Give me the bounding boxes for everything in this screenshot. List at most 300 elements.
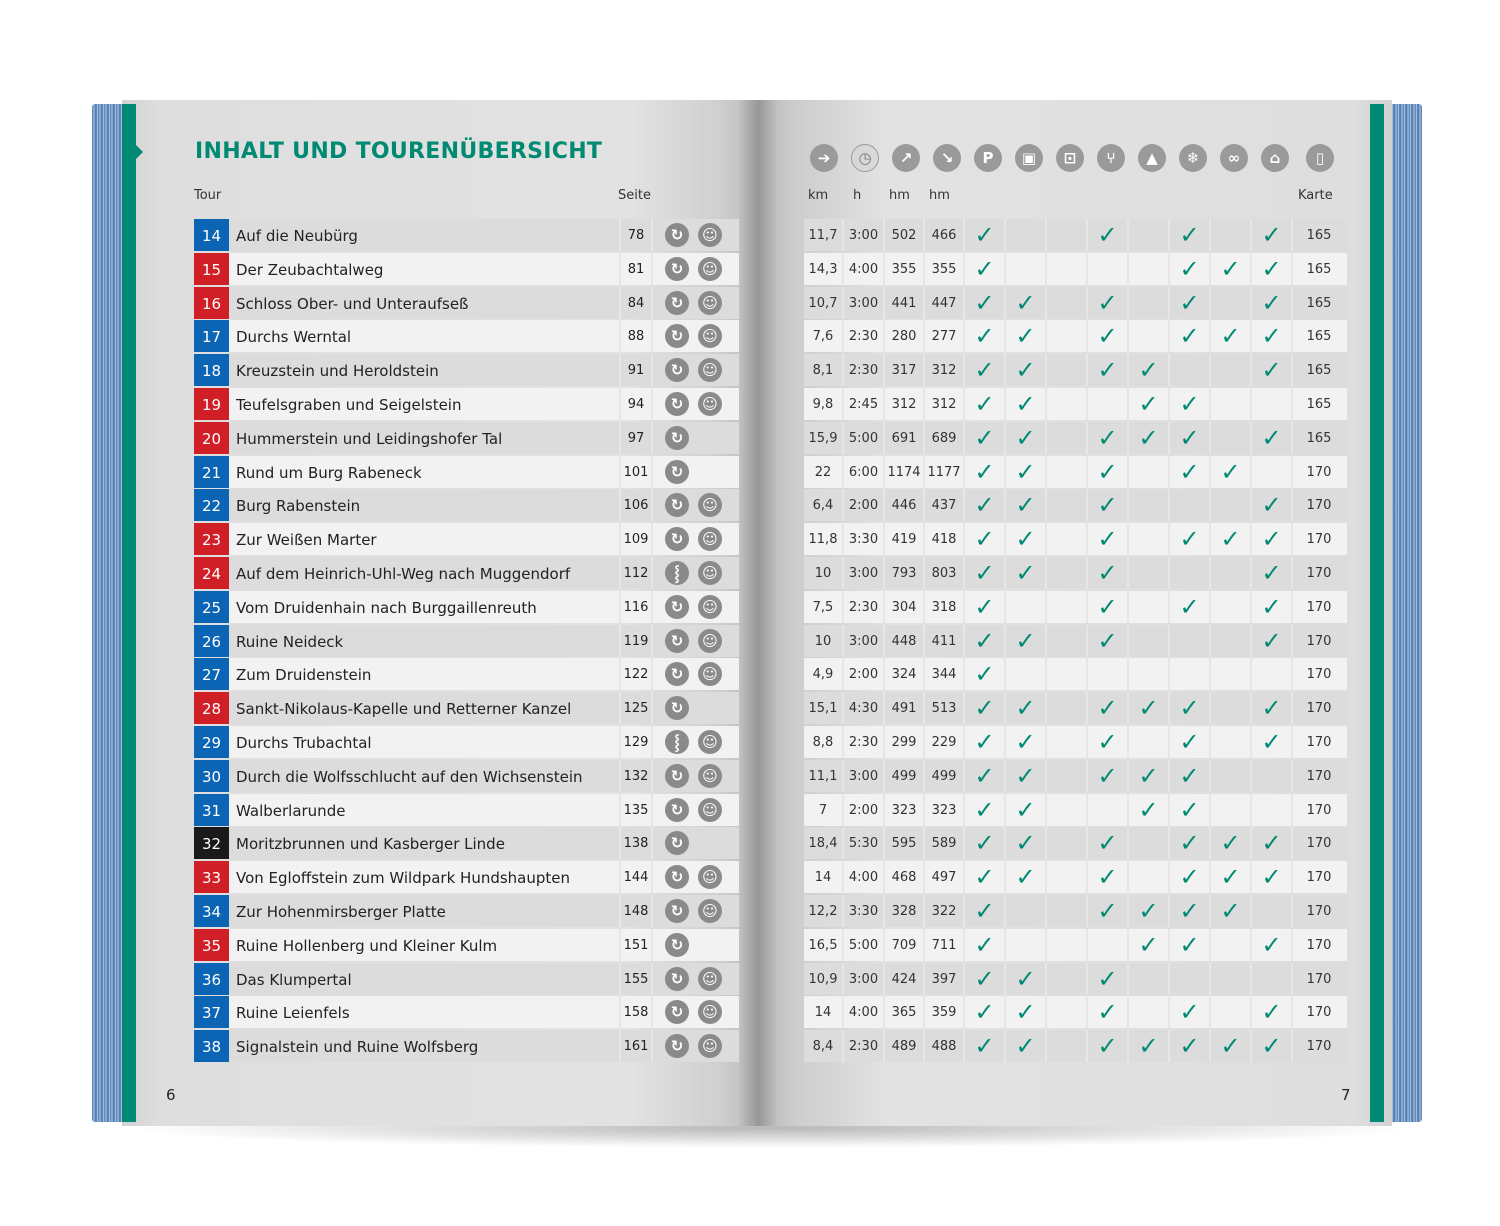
feature-check: ✓ (1088, 996, 1129, 1028)
tour-number: 28 (194, 692, 229, 724)
page-title: INHALT UND TOURENÜBERSICHT (195, 139, 603, 164)
tour-page: 78 (619, 219, 653, 251)
feature-check (1129, 861, 1170, 893)
tour-stats-row (804, 287, 1347, 319)
accommodation-icon: ⌂ (1261, 144, 1289, 172)
tour-page: 116 (619, 591, 653, 623)
tour-row (194, 963, 739, 995)
feature-check (1211, 794, 1252, 826)
signpost-icon: ➔ (810, 144, 838, 172)
feature-check: ✓ (1006, 760, 1047, 792)
tour-stats-row (804, 692, 1347, 724)
feature-check (1129, 726, 1170, 758)
tour-stats-row (804, 625, 1347, 657)
feature-check (1170, 354, 1211, 386)
tour-ascent: 324 (885, 658, 925, 690)
tour-map-page: 165 (1306, 363, 1332, 379)
tour-row (194, 692, 739, 724)
feature-check: ✓ (965, 827, 1006, 859)
feature-check (1211, 963, 1252, 995)
tour-row (194, 625, 739, 657)
tour-km: 11,7 (804, 219, 844, 251)
feature-check (1211, 692, 1252, 724)
tour-number: 22 (194, 489, 229, 521)
feature-check: ✓ (1170, 287, 1211, 319)
feature-check (1047, 523, 1088, 555)
feature-check (1211, 388, 1252, 420)
tour-ascent: 499 (885, 760, 925, 792)
family-friendly-icon: ☺ (698, 1000, 722, 1024)
circular-route-icon: ↻ (665, 392, 689, 416)
circular-route-icon: ↻ (665, 257, 689, 281)
circular-route-icon: ↻ (665, 291, 689, 315)
tour-row (194, 456, 739, 488)
tour-km: 14 (804, 861, 844, 893)
tour-km: 4,9 (804, 658, 844, 690)
feature-check: ✓ (1006, 692, 1047, 724)
tour-number: 23 (194, 523, 229, 555)
feature-check: ✓ (1252, 523, 1293, 555)
feature-check: ✓ (1170, 760, 1211, 792)
tour-ascent: 441 (885, 287, 925, 319)
circular-route-icon: ↻ (665, 1000, 689, 1024)
feature-check: ✓ (1170, 861, 1211, 893)
feature-check: ✓ (1088, 1030, 1129, 1062)
family-friendly-icon: ☺ (698, 629, 722, 653)
feature-check: ✓ (1129, 388, 1170, 420)
circular-route-icon: ↻ (665, 865, 689, 889)
feature-check (1047, 287, 1088, 319)
tour-page: 109 (619, 523, 653, 555)
tour-duration: 6:00 (844, 456, 885, 488)
tour-name: Ruine Neideck (236, 632, 344, 651)
circular-route-icon: ↻ (665, 223, 689, 247)
feature-check: ✓ (965, 354, 1006, 386)
feature-check: ✓ (1252, 1030, 1293, 1062)
feature-check: ✓ (1211, 895, 1252, 927)
tour-name: Vom Druidenhain nach Burggaillenreuth (236, 598, 537, 617)
feature-check: ✓ (965, 320, 1006, 352)
tour-ascent: 312 (885, 388, 925, 420)
feature-check: ✓ (1170, 726, 1211, 758)
feature-check (1047, 253, 1088, 285)
tour-number: 36 (194, 963, 229, 995)
feature-check (1211, 489, 1252, 521)
tour-descent: 312 (925, 388, 965, 420)
feature-check: ✓ (1170, 523, 1211, 555)
feature-check (1047, 456, 1088, 488)
tour-descent: 318 (925, 591, 965, 623)
feature-check (1047, 591, 1088, 623)
feature-check: ✓ (965, 658, 1006, 690)
tour-ascent: 793 (885, 557, 925, 589)
circular-route-icon: ↻ (665, 595, 689, 619)
feature-check (1211, 422, 1252, 454)
tour-km: 16,5 (804, 929, 844, 961)
tour-km: 22 (804, 456, 844, 488)
feature-check: ✓ (965, 861, 1006, 893)
family-friendly-icon: ☺ (698, 595, 722, 619)
tour-stats-row (804, 861, 1347, 893)
header-tour: Tour (194, 188, 222, 203)
feature-check: ✓ (965, 692, 1006, 724)
feature-check: ✓ (1170, 591, 1211, 623)
feature-check: ✓ (1006, 794, 1047, 826)
feature-check: ✓ (1006, 422, 1047, 454)
tour-page: 138 (619, 827, 653, 859)
tour-km: 6,4 (804, 489, 844, 521)
tour-map-page: 170 (1306, 971, 1332, 987)
feature-check: ✓ (1129, 354, 1170, 386)
feature-check: ✓ (1170, 692, 1211, 724)
feature-check: ✓ (1211, 456, 1252, 488)
tour-row (194, 726, 739, 758)
feature-check: ✓ (1088, 320, 1129, 352)
tour-ascent: 280 (885, 320, 925, 352)
circular-route-icon: ↻ (665, 933, 689, 957)
tour-ascent: 446 (885, 489, 925, 521)
family-friendly-icon: ☺ (698, 899, 722, 923)
tour-descent: 711 (925, 929, 965, 961)
tour-km: 14,3 (804, 253, 844, 285)
feature-check: ✓ (1088, 422, 1129, 454)
circular-route-icon: ↻ (665, 798, 689, 822)
feature-check: ✓ (1006, 354, 1047, 386)
tour-row (194, 760, 739, 792)
tour-km: 11,1 (804, 760, 844, 792)
tour-ascent: 595 (885, 827, 925, 859)
tour-descent: 513 (925, 692, 965, 724)
tour-descent: 447 (925, 287, 965, 319)
tour-stats-row (804, 827, 1347, 859)
feature-check (1088, 388, 1129, 420)
tour-ascent: 491 (885, 692, 925, 724)
tour-map-page: 170 (1306, 870, 1332, 886)
tour-name: Ruine Leienfels (236, 1004, 350, 1023)
tour-row (194, 895, 739, 927)
feature-check: ✓ (1252, 726, 1293, 758)
tour-stats-row (804, 354, 1347, 386)
page-number-right: 7 (1341, 1086, 1351, 1104)
tour-page: 97 (619, 422, 653, 454)
feature-check: ✓ (1170, 895, 1211, 927)
tour-number: 37 (194, 996, 229, 1028)
tour-stats-row (804, 219, 1347, 251)
feature-check (1006, 591, 1047, 623)
feature-check (1047, 827, 1088, 859)
feature-check (1047, 895, 1088, 927)
feature-check: ✓ (1129, 422, 1170, 454)
tour-stats-row (804, 591, 1347, 623)
header-h: h (853, 188, 862, 203)
tour-number: 38 (194, 1030, 229, 1062)
circular-route-icon: ↻ (665, 1034, 689, 1058)
tour-row (194, 658, 739, 690)
feature-check (1252, 388, 1293, 420)
tour-stats-row (804, 794, 1347, 826)
feature-check (1211, 929, 1252, 961)
tour-map-page: 170 (1306, 701, 1332, 717)
tour-duration: 5:00 (844, 422, 885, 454)
tour-name: Von Egloffstein zum Wildpark Hundshaupten (236, 869, 571, 888)
feature-check (1047, 557, 1088, 589)
feature-check: ✓ (1211, 861, 1252, 893)
tour-descent: 589 (925, 827, 965, 859)
tour-row (194, 287, 739, 319)
tour-km: 8,1 (804, 354, 844, 386)
tour-duration: 2:45 (844, 388, 885, 420)
feature-check (1129, 625, 1170, 657)
feature-check (1129, 320, 1170, 352)
tour-descent: 1177 (925, 456, 965, 488)
open-book (92, 100, 1422, 1126)
tour-map-page: 170 (1306, 903, 1332, 919)
feature-check (1252, 895, 1293, 927)
tour-name: Walberlarunde (236, 801, 346, 820)
tour-ascent: 709 (885, 929, 925, 961)
feature-check: ✓ (1170, 929, 1211, 961)
feature-check (1047, 489, 1088, 521)
tour-descent: 322 (925, 895, 965, 927)
feature-check: ✓ (1252, 287, 1293, 319)
tour-page: 158 (619, 996, 653, 1028)
feature-check: ✓ (965, 726, 1006, 758)
feature-check: ✓ (1129, 929, 1170, 961)
tour-name: Moritzbrunnen und Kasberger Linde (236, 835, 505, 854)
tour-number: 33 (194, 861, 229, 893)
green-margin-strip-left (122, 104, 136, 1122)
family-friendly-icon: ☺ (698, 662, 722, 686)
tour-duration: 2:30 (844, 726, 885, 758)
family-friendly-icon: ☺ (698, 798, 722, 822)
feature-check (1047, 658, 1088, 690)
feature-check (1047, 963, 1088, 995)
tour-map-page: 170 (1306, 768, 1332, 784)
feature-check (1252, 963, 1293, 995)
tour-number: 29 (194, 726, 229, 758)
family-friendly-icon: ☺ (698, 967, 722, 991)
tour-number: 20 (194, 422, 229, 454)
tour-km: 8,8 (804, 726, 844, 758)
feature-check (1047, 219, 1088, 251)
feature-check (1088, 929, 1129, 961)
header-km: km (808, 188, 829, 203)
feature-check: ✓ (965, 895, 1006, 927)
tour-map-page: 165 (1306, 261, 1332, 277)
restaurant-icon: ⑂ (1097, 144, 1125, 172)
feature-check: ✓ (1211, 253, 1252, 285)
feature-check (1006, 219, 1047, 251)
family-friendly-icon: ☺ (698, 392, 722, 416)
feature-check: ✓ (1088, 354, 1129, 386)
feature-check: ✓ (1252, 489, 1293, 521)
tour-map-page: 170 (1306, 1039, 1332, 1055)
feature-check (1129, 456, 1170, 488)
feature-check: ✓ (1088, 692, 1129, 724)
circular-route-icon: ↻ (665, 358, 689, 382)
feature-check: ✓ (1211, 523, 1252, 555)
tour-page: 88 (619, 320, 653, 352)
feature-check: ✓ (1170, 1030, 1211, 1062)
descent-icon: ↘ (933, 144, 961, 172)
tour-row (194, 320, 739, 352)
tour-row (194, 219, 739, 251)
feature-check (1047, 354, 1088, 386)
tour-duration: 2:30 (844, 1030, 885, 1062)
tour-ascent: 299 (885, 726, 925, 758)
tour-duration: 2:00 (844, 658, 885, 690)
feature-check: ✓ (965, 557, 1006, 589)
feature-check: ✓ (965, 422, 1006, 454)
tour-km: 15,1 (804, 692, 844, 724)
tour-km: 10,9 (804, 963, 844, 995)
tour-stats-row (804, 388, 1347, 420)
family-friendly-icon: ☺ (698, 1034, 722, 1058)
tour-row (194, 794, 739, 826)
tour-page: 91 (619, 354, 653, 386)
tour-stats-row (804, 253, 1347, 285)
tour-map-page: 170 (1306, 937, 1332, 953)
tour-number: 31 (194, 794, 229, 826)
tour-name: Der Zeubachtalweg (236, 260, 384, 279)
feature-check: ✓ (1006, 388, 1047, 420)
tour-ascent: 304 (885, 591, 925, 623)
tour-map-page: 165 (1306, 295, 1332, 311)
feature-check: ✓ (965, 760, 1006, 792)
tour-page: 84 (619, 287, 653, 319)
feature-check (1047, 388, 1088, 420)
tour-name: Schloss Ober- und Unteraufseß (236, 294, 469, 313)
feature-check: ✓ (1088, 523, 1129, 555)
feature-check: ✓ (1088, 760, 1129, 792)
tour-map-page: 170 (1306, 498, 1332, 514)
feature-check: ✓ (1006, 557, 1047, 589)
tour-descent: 803 (925, 557, 965, 589)
tour-km: 12,2 (804, 895, 844, 927)
tour-ascent: 691 (885, 422, 925, 454)
feature-check (1047, 726, 1088, 758)
tour-row (194, 422, 739, 454)
tour-map-page: 170 (1306, 802, 1332, 818)
feature-check: ✓ (965, 219, 1006, 251)
feature-check (1170, 963, 1211, 995)
feature-check: ✓ (965, 591, 1006, 623)
feature-check: ✓ (1088, 591, 1129, 623)
left-page (122, 100, 758, 1126)
feature-check: ✓ (1252, 253, 1293, 285)
feature-check (1211, 591, 1252, 623)
tour-stats-row (804, 523, 1347, 555)
tour-descent: 355 (925, 253, 965, 285)
tour-descent: 689 (925, 422, 965, 454)
feature-check: ✓ (1170, 320, 1211, 352)
tour-descent: 229 (925, 726, 965, 758)
feature-check (1211, 219, 1252, 251)
tour-page: 132 (619, 760, 653, 792)
tour-number: 27 (194, 658, 229, 690)
tour-descent: 497 (925, 861, 965, 893)
tour-descent: 397 (925, 963, 965, 995)
feature-check (1129, 489, 1170, 521)
family-friendly-icon: ☺ (698, 730, 722, 754)
tour-stats-row (804, 996, 1347, 1028)
ascent-icon: ↗ (892, 144, 920, 172)
page-edges-right (1392, 104, 1422, 1122)
feature-check: ✓ (965, 287, 1006, 319)
tour-ascent: 468 (885, 861, 925, 893)
tour-duration: 3:00 (844, 287, 885, 319)
feature-check (1047, 996, 1088, 1028)
feature-check: ✓ (1252, 422, 1293, 454)
feature-check: ✓ (1170, 456, 1211, 488)
tour-name: Durch die Wolfsschlucht auf den Wichsenstein (236, 767, 583, 786)
feature-check: ✓ (1006, 1030, 1047, 1062)
feature-check (1047, 1030, 1088, 1062)
circular-route-icon: ↻ (665, 696, 689, 720)
feature-check: ✓ (1170, 794, 1211, 826)
tour-name: Auf die Neubürg (236, 227, 358, 245)
feature-check: ✓ (1211, 320, 1252, 352)
feature-check (1047, 422, 1088, 454)
tour-duration: 2:30 (844, 354, 885, 386)
feature-check: ✓ (1088, 557, 1129, 589)
feature-check (1006, 929, 1047, 961)
feature-check (1170, 658, 1211, 690)
tour-number: 30 (194, 760, 229, 792)
feature-check (1252, 760, 1293, 792)
feature-check (1129, 591, 1170, 623)
feature-check: ✓ (965, 794, 1006, 826)
feature-check: ✓ (1252, 861, 1293, 893)
feature-check (1211, 726, 1252, 758)
feature-check: ✓ (1129, 760, 1170, 792)
right-page (758, 100, 1392, 1126)
tour-km: 7 (804, 794, 844, 826)
tour-name: Durchs Trubachtal (236, 733, 372, 752)
tour-row (194, 489, 739, 521)
family-friendly-icon: ☺ (698, 257, 722, 281)
tour-row (194, 861, 739, 893)
feature-check (1088, 794, 1129, 826)
linear-route-icon: ⸾ (665, 561, 689, 585)
tour-number: 34 (194, 895, 229, 927)
feature-check: ✓ (1088, 219, 1129, 251)
feature-check: ✓ (1006, 489, 1047, 521)
tour-descent: 411 (925, 625, 965, 657)
circular-route-icon: ↻ (665, 662, 689, 686)
tour-stats-row (804, 557, 1347, 589)
tour-stats-row (804, 489, 1347, 521)
tour-page: 125 (619, 692, 653, 724)
feature-check: ✓ (1252, 692, 1293, 724)
tour-stats-row (804, 658, 1347, 690)
tour-map-page: 170 (1306, 633, 1332, 649)
tour-row (194, 1030, 739, 1062)
tour-name: Zur Hohenmirsberger Platte (236, 902, 446, 921)
tour-name: Signalstein und Ruine Wolfsberg (236, 1038, 479, 1057)
tour-name: Durchs Werntal (236, 328, 352, 347)
feature-check: ✓ (1006, 320, 1047, 352)
tour-row (194, 827, 739, 859)
tour-ascent: 424 (885, 963, 925, 995)
feature-check: ✓ (1129, 692, 1170, 724)
tour-descent: 499 (925, 760, 965, 792)
tour-number: 19 (194, 388, 229, 420)
tour-km: 8,4 (804, 1030, 844, 1062)
circular-route-icon: ↻ (665, 493, 689, 517)
tour-ascent: 419 (885, 523, 925, 555)
family-friendly-icon: ☺ (698, 358, 722, 382)
